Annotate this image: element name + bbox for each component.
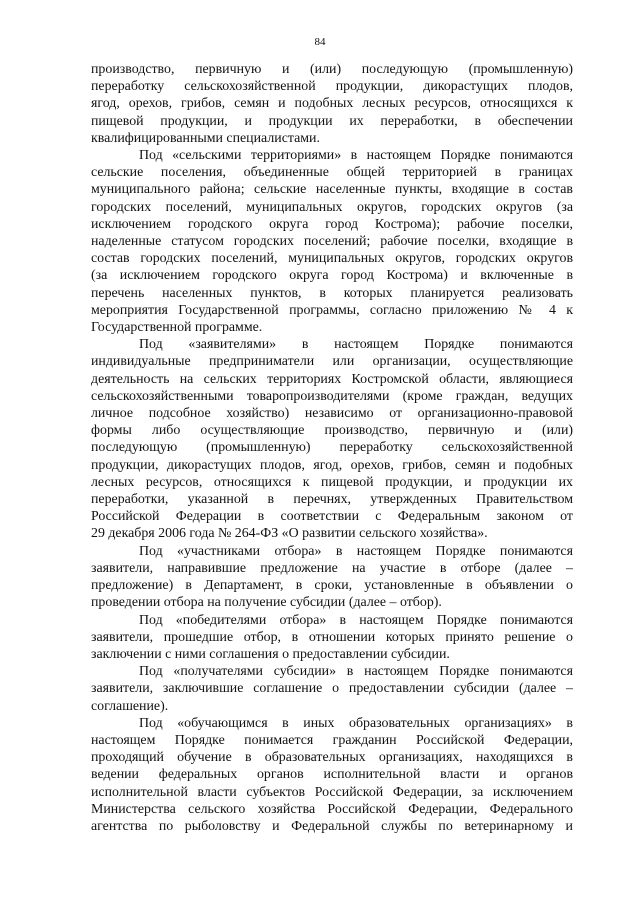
paragraph (91, 612, 573, 664)
paragraph (91, 336, 573, 542)
text-line: деятельность на сельских территориях Костромской области, являющиеся (91, 371, 573, 387)
text-line: переработку сельскохозяйственной продукции, дикорастущих плодов, (91, 79, 573, 95)
paragraph (91, 543, 573, 612)
text-line: Под «заявителями» в настоящем Порядке понимаются (139, 337, 573, 353)
text-line: проходящий обучение в образовательных организациях, находящихся в (91, 750, 573, 766)
paragraph (91, 61, 573, 147)
text-line: продукции, дикорастущих плодов, ягод, орехов, грибов, семян и подобных (91, 457, 573, 473)
text-line: муниципального района; сельские населенные пункты, входящие в состав (91, 182, 573, 198)
text-line: сельскохозяйственными товаропроизводителями (кроме граждан, ведущих (91, 388, 573, 404)
text-line: Под «сельскими территориями» в настоящем Порядке понимаются (139, 148, 573, 164)
text-line: квалифицированными специалистами. (91, 130, 320, 146)
text-line: ягод, орехов, грибов, семян и подобных лесных ресурсов, относящихся к (91, 96, 573, 112)
paragraph (91, 663, 573, 715)
text-line: пищевой продукции, и продукции их переработки, в обеспечении (91, 113, 573, 129)
text-line: Государственной программе. (91, 320, 263, 336)
text-line: заявители, заключившие соглашение о предоставлении субсидии (далее – (91, 681, 573, 697)
text-line: предложение) в Департамент, в сроки, установленные в объявлении о (91, 578, 573, 594)
paragraph (91, 715, 573, 835)
text-line: заявители, прошедшие отбор, в отношении которых принято решение о (91, 629, 573, 645)
text-line: заявители, направившие предложение на участие в отборе (далее – (91, 560, 573, 576)
text-line: производство, первичную и (или) последующую (промышленную) (91, 62, 573, 77)
text-line: мероприятия Государственной программы, согласно приложению № 4 к (91, 302, 573, 318)
text-line: индивидуальные предприниматели или организации, осуществляющие (91, 354, 573, 370)
text-line: агентства по рыболовству и Федеральной службы по ветеринарному и (91, 818, 573, 834)
text-line: исключением городского округа город Кострома); рабочие поселки, (91, 216, 573, 232)
text-line: соглашение). (91, 698, 169, 714)
document-body (91, 61, 573, 835)
text-line: заключении с ними соглашения о предоставлении субсидии. (91, 646, 450, 662)
text-line: Под «победителями отбора» в настоящем Порядке понимаются (139, 612, 573, 628)
text-line: лесных ресурсов, относящихся к пищевой продукции, и продукции их (91, 474, 573, 490)
text-line: 29 декабря 2006 года № 264-ФЗ «О развитии сельского хозяйства». (91, 526, 488, 542)
text-line: (за исключением городского округа город Кострома) и включенные в (91, 268, 573, 284)
text-line: Министерства сельского хозяйства Российской Федерации, Федерального (91, 801, 573, 817)
paragraph (91, 147, 573, 336)
text-line: ведении федеральных органов исполнительной власти и органов (91, 767, 573, 783)
text-line: Российской Федерации в соответствии с Федеральным законом от (91, 509, 573, 525)
text-line: формы либо осуществляющие производство, первичную и (или) (91, 423, 573, 439)
text-line: настоящем Порядке понимается гражданин Российской Федерации, (91, 732, 573, 748)
text-line: состав городских поселений, муниципальных округов, городских округов (91, 251, 573, 267)
text-line: последующую (промышленную) переработку сельскохозяйственной (91, 440, 573, 456)
text-line: Под «участниками отбора» в настоящем Порядке понимаются (139, 543, 573, 559)
page-number: 84 (314, 36, 326, 48)
text-line: Под «обучающимся в иных образовательных организациях» в (139, 715, 573, 731)
text-line: личное подсобное хозяйство) независимо от организационно-правовой (91, 406, 573, 422)
text-line: перечень населенных пунктов, в которых планируется реализовать (91, 285, 573, 301)
text-line: наделенные статусом городских поселений; рабочие поселки, входящие в (91, 234, 573, 250)
text-line: городских поселений, муниципальных округов, городских округов (за (91, 199, 573, 215)
text-line: переработки, указанной в перечнях, утвержденных Правительством (91, 492, 573, 508)
text-line: Под «получателями субсидии» в настоящем Порядке понимаются (139, 664, 573, 680)
text-line: сельские поселения, объединенные общей территорией в границах (91, 165, 573, 181)
text-line: исполнительной власти субъектов Российской Федерации, за исключением (91, 784, 573, 800)
text-line: проведении отбора на получение субсидии (далее – отбор). (91, 595, 442, 611)
